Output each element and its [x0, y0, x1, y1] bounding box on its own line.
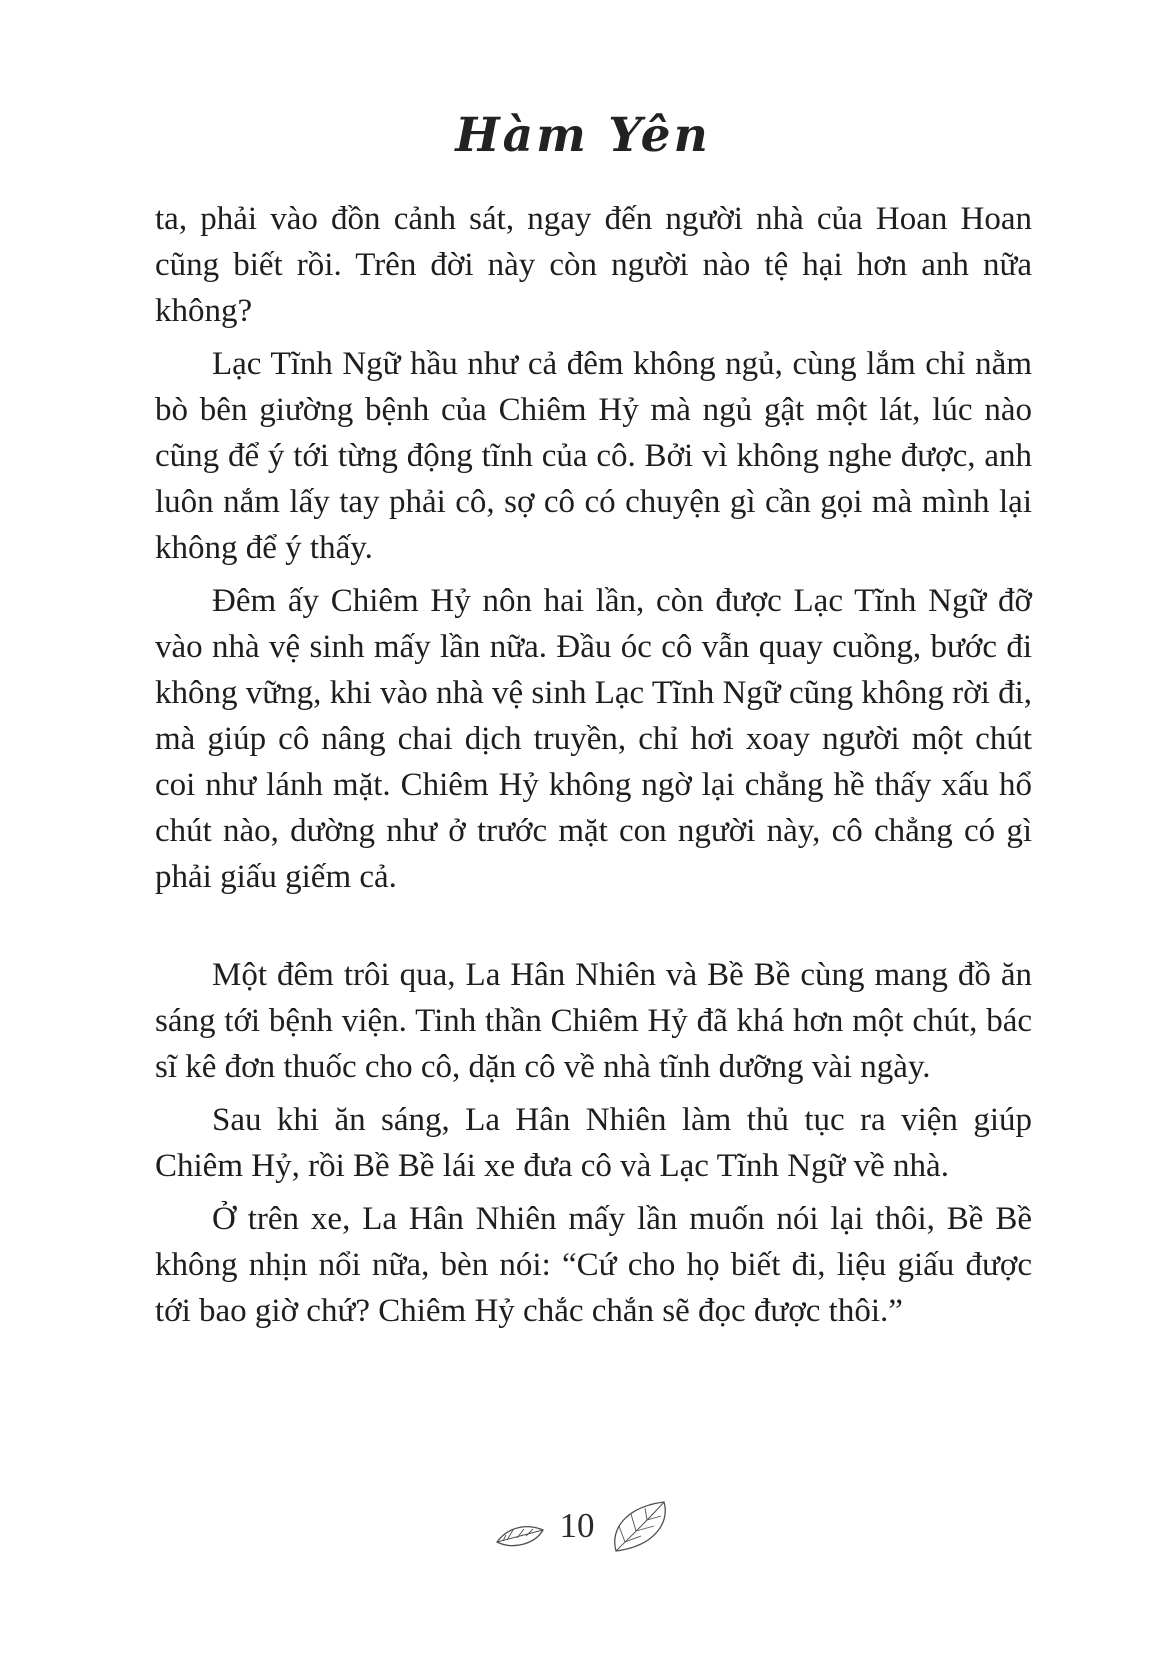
- paragraph: Đêm ấy Chiêm Hỷ nôn hai lần, còn được Lạc Tĩnh Ngữ đỡ vào nhà vệ sinh mấy lần nữa. Đầu óc cô vẫn quay cuồng, bước đi không vững, khi vào nhà vệ sinh Lạc Tĩnh Ngữ cũng không rời đi, mà giúp cô nâng chai dịch truyền, chỉ hơi xoay người một chút coi như lánh mặt. Chiêm Hỷ không ngờ lại chẳng hề thấy xấu hổ chút nào, dường như ở trước mặt con người này, cô chẳng có gì phải giấu giếm cả.: [155, 583, 1032, 895]
- body-text-block: [155, 196, 1032, 1341]
- paragraph: Ở trên xe, La Hân Nhiên mấy lần muốn nói lại thôi, Bề Bề không nhịn nổi nữa, bèn nói: “Cứ cho họ biết đi, liệu giấu được tới bao giờ chứ? Chiêm Hỷ chắc chắn sẽ đọc được thôi.”: [155, 1201, 1032, 1329]
- page-number: 10: [559, 1506, 595, 1545]
- running-header-title: Hàm Yên: [455, 108, 711, 163]
- leaf-ornament-right-icon: [609, 1498, 673, 1561]
- paragraph: Lạc Tĩnh Ngữ hầu như cả đêm không ngủ, cùng lắm chỉ nằm bò bên giường bệnh của Chiêm Hỷ mà ngủ gật một lát, lúc nào cũng để ý tới từng động tĩnh của cô. Bởi vì không nghe được, anh luôn nắm lấy tay phải cô, sợ cô có chuyện gì cần gọi mà mình lại không để ý thấy.: [155, 346, 1032, 566]
- paragraph-continuation: ta, phải vào đồn cảnh sát, ngay đến người nhà của Hoan Hoan cũng biết rồi. Trên đời này còn người nào tệ hại hơn anh nữa không?: [155, 201, 1032, 329]
- paragraph-section-start: Một đêm trôi qua, La Hân Nhiên và Bề Bề cùng mang đồ ăn sáng tới bệnh viện. Tinh thần Chiêm Hỷ đã khá hơn một chút, bác sĩ kê đơn thuốc cho cô, dặn cô về nhà tĩnh dưỡng vài ngày.: [155, 957, 1032, 1085]
- paragraph: Sau khi ăn sáng, La Hân Nhiên làm thủ tục ra viện giúp Chiêm Hỷ, rồi Bề Bề lái xe đưa cô và Lạc Tĩnh Ngữ về nhà.: [155, 1102, 1032, 1184]
- page-footer: [0, 1496, 1166, 1559]
- leaf-ornament-left-icon: [494, 1518, 546, 1557]
